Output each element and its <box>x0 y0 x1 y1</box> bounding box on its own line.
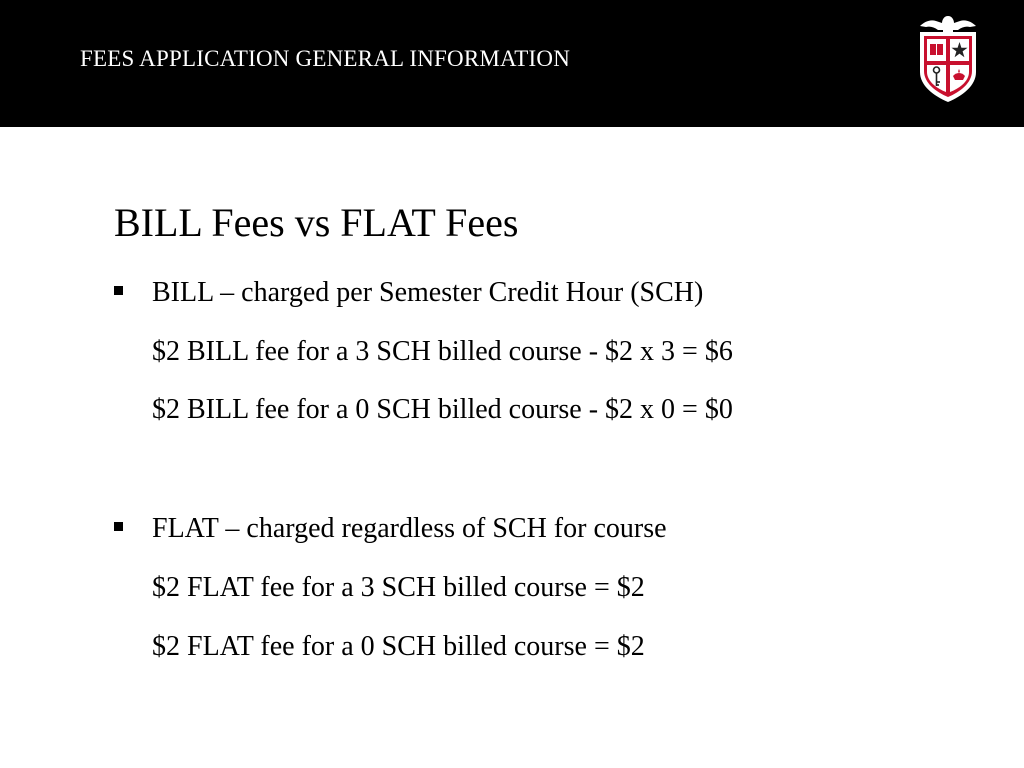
bullet-text: BILL – charged per Semester Credit Hour (SCH) <box>152 277 704 308</box>
example-line: $2 BILL fee for a 0 SCH billed course - $2 x 0 = $0 <box>152 394 733 425</box>
square-bullet-icon <box>114 522 123 531</box>
bullet-text: FLAT – charged regardless of SCH for course <box>152 513 667 544</box>
example-line: $2 FLAT fee for a 0 SCH billed course = $2 <box>152 631 645 662</box>
slide-title: BILL Fees vs FLAT Fees <box>114 200 519 245</box>
square-bullet-icon <box>114 286 123 295</box>
university-shield-logo-icon <box>914 14 982 104</box>
header-title: FEES APPLICATION GENERAL INFORMATION <box>80 46 571 71</box>
example-line: $2 BILL fee for a 3 SCH billed course - $2 x 3 = $6 <box>152 336 733 367</box>
header-bar <box>0 0 1024 127</box>
example-line: $2 FLAT fee for a 3 SCH billed course = $2 <box>152 572 645 603</box>
